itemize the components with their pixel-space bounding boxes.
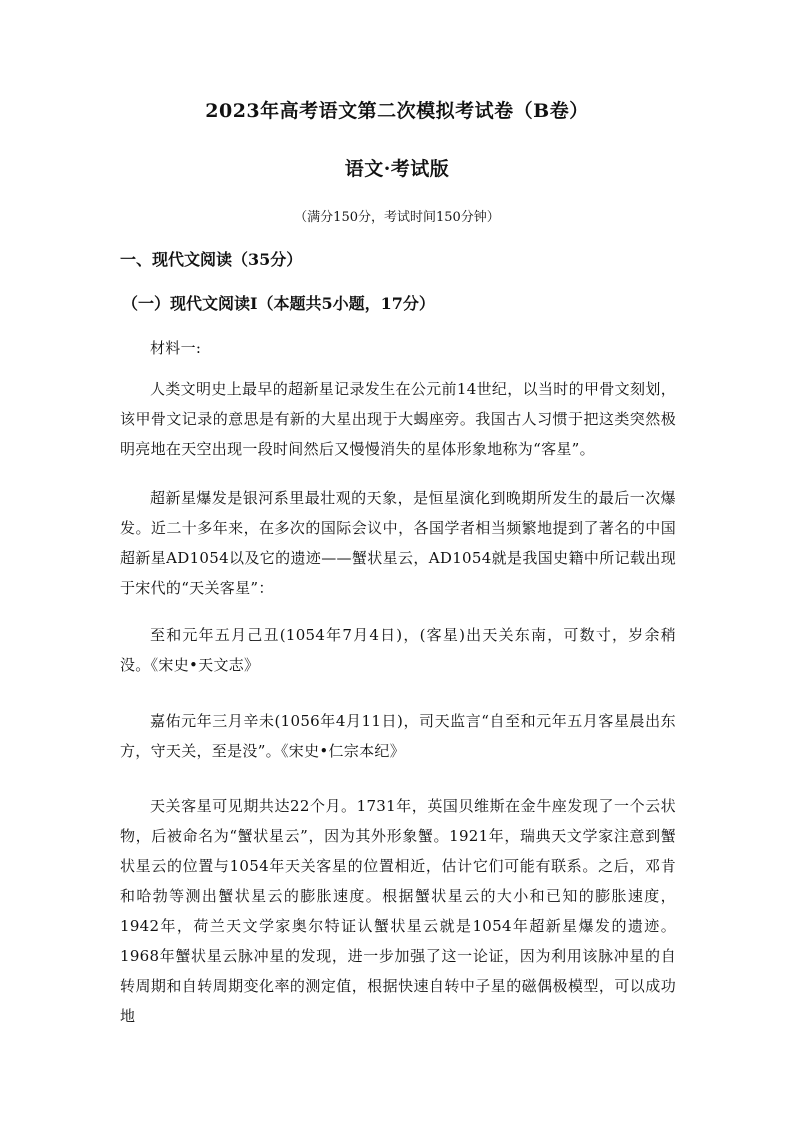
exam-title: 2023年高考语文第二次模拟考试卷（B卷）	[205, 100, 589, 122]
paragraph-5: 天关客星可见期共达22个月。1731年，英国贝维斯在金牛座发现了一个云状物，后被命名为“蟹状星云”，因为其外形象蟹。1921年，瑞典天文学家注意到蟹状星云的位置与1054年天关客星的位置相近，估计它们可能有联系。之后，邓肯和哈勃等测出蟹状星云的膨胀速度。根据蟹状星云的大小和已知的膨胀速度，1942年，荷兰天文学家奥尔特证认蟹状星云就是1054年超新星爆发的遗迹。1968年蟹状星云脉冲星的发现，进一步加强了这一论证，因为利用该脉冲星的自转周期和自转周期变化率的测定值，根据快速自转中子星的磁偶极模型，可以成功地	[120, 797, 676, 1025]
quote-paragraph-1: 至和元年五月己丑(1054年7月4日)，(客星)出天关东南，可数寸，岁余稍没。《宋史•天文志》	[120, 626, 676, 674]
quote-paragraph-2: 嘉佑元年三月辛未(1056年4月11日)，司天监言“自至和元年五月客星晨出东方，守天关，至是没”。《宋史•仁宗本纪》	[120, 712, 676, 760]
subsection-heading: （一）现代文阅读Ⅰ（本题共5小题，17分）	[122, 294, 435, 313]
exam-subtitle: 语文·考试版	[344, 158, 450, 180]
section-heading: 一、现代文阅读（35分）	[120, 250, 303, 269]
paragraph-1: 人类文明史上最早的超新星记录发生在公元前14世纪，以当时的甲骨文刻划，该甲骨文记录的意思是有新的大星出现于大蝎座旁。我国古人习惯于把这类突然极明亮地在天空出现一段时间然后又慢慢消失的星体形象地称为“客星”。	[120, 380, 676, 458]
paragraph-2: 超新星爆发是银河系里最壮观的天象，是恒星演化到晚期所发生的最后一次爆发。近二十多年来，在多次的国际会议中，各国学者相当频繁地提到了著名的中国超新星AD1054以及它的遗迹——蟹状星云，AD1054就是我国史籍中所记载出现于宋代的“天关客星”：	[120, 489, 676, 597]
exam-note: （满分150分，考试时间150分钟）	[294, 210, 500, 225]
material-label: 材料一:	[150, 339, 202, 357]
